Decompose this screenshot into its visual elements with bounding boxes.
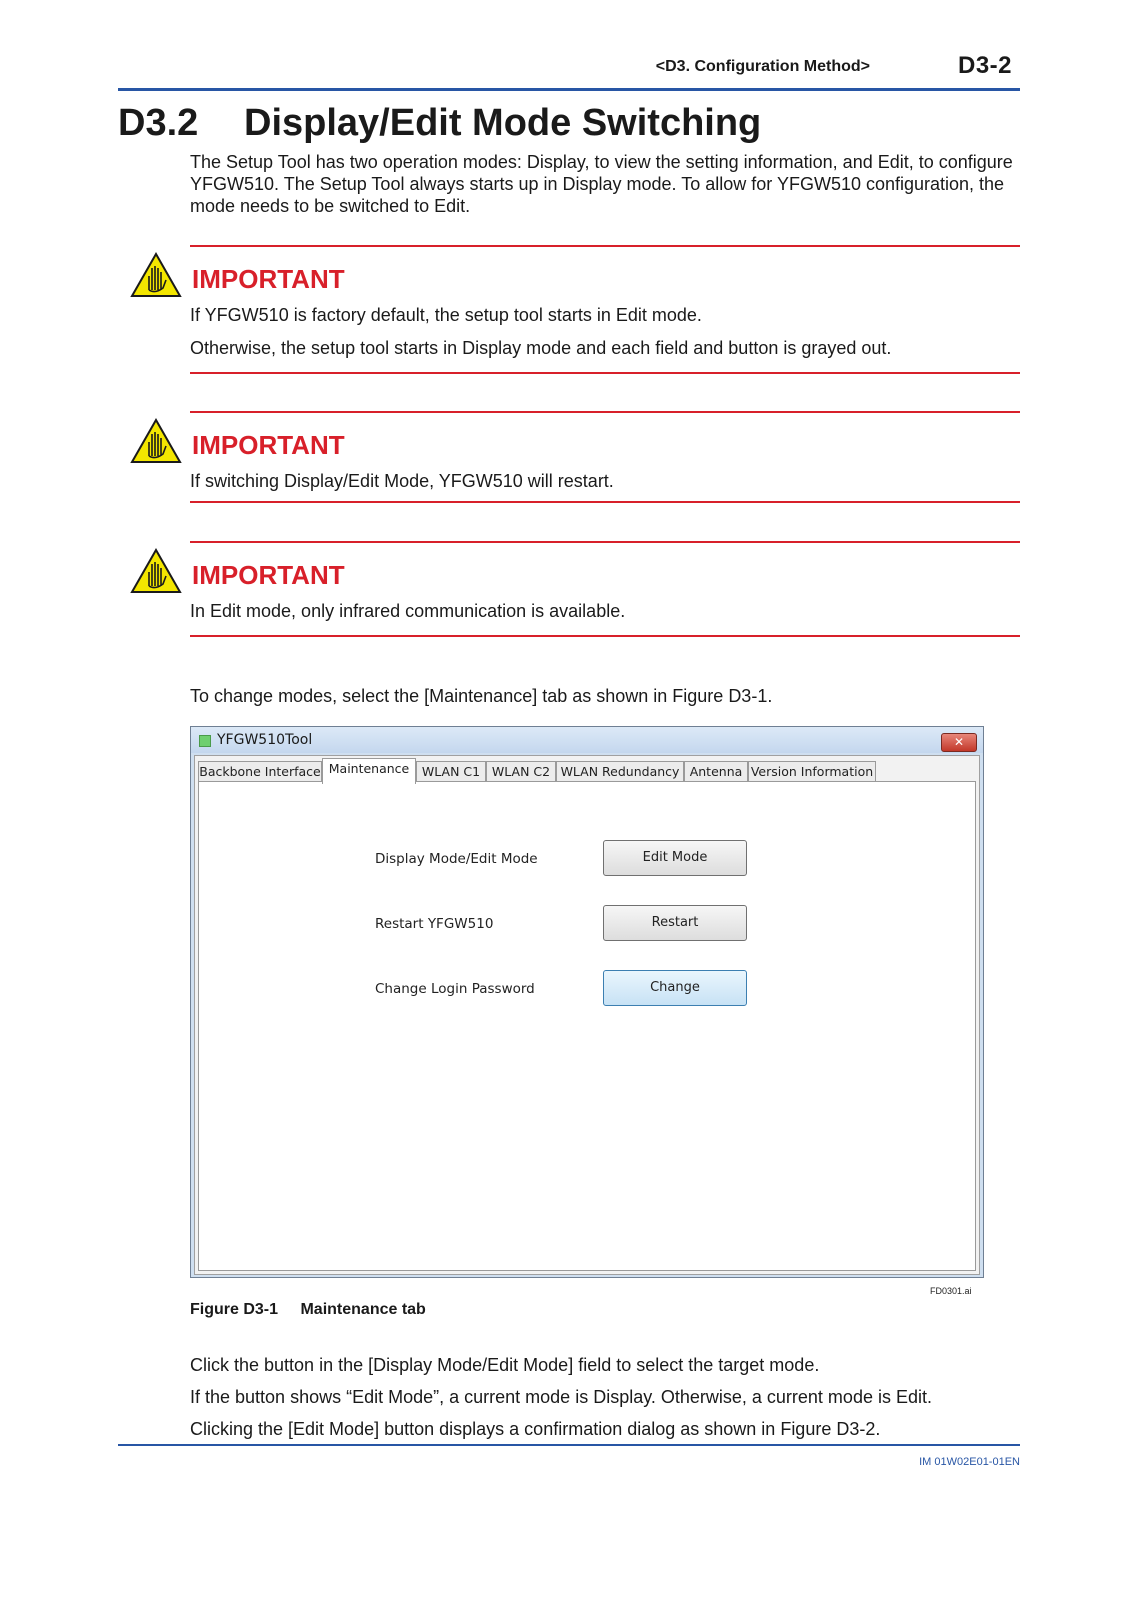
tab-maintenance[interactable]: Maintenance [322, 758, 416, 784]
after-text: Clicking the [Edit Mode] button displays a confirmation dialog as shown in Figure D3-2. [190, 1419, 881, 1439]
maintenance-panel [198, 781, 976, 1271]
important-text: In Edit mode, only infrared communication is available. [190, 601, 626, 621]
edit-mode-button[interactable]: Edit Mode [603, 840, 747, 876]
close-icon[interactable]: ✕ [941, 733, 977, 752]
section-title: Display/Edit Mode Switching [244, 102, 762, 144]
important-heading: IMPORTANT [192, 264, 345, 294]
figure-file-tag: FD0301.ai [930, 1286, 972, 1296]
caution-hand-icon [130, 252, 182, 298]
section-number: D3.2 [118, 102, 199, 144]
important-bottom-rule [190, 372, 1020, 374]
caution-hand-icon [130, 548, 182, 594]
tab-version-information[interactable]: Version Information [748, 761, 876, 782]
header-rule [118, 88, 1020, 91]
important-top-rule [190, 411, 1020, 413]
restart-button[interactable]: Restart [603, 905, 747, 941]
yfgw510tool-window [190, 726, 984, 1278]
important-heading: IMPORTANT [192, 560, 345, 590]
figure-caption [190, 1301, 426, 1319]
important-heading: IMPORTANT [192, 430, 345, 460]
figure-number: Figure D3-1 [190, 1301, 279, 1318]
important-top-rule [190, 245, 1020, 247]
caution-hand-icon [130, 418, 182, 464]
running-header: <D3. Configuration Method> [655, 58, 870, 75]
display-edit-mode-label: Display Mode/Edit Mode [375, 851, 538, 867]
page-number: D3-2 [958, 52, 1013, 79]
tab-wlan-c1[interactable]: WLAN C1 [416, 761, 486, 782]
important-text: Otherwise, the setup tool starts in Display mode and each field and button is grayed out. [190, 338, 892, 358]
footer-rule [118, 1444, 1020, 1446]
tab-backbone-interface[interactable]: Backbone Interface [198, 761, 322, 782]
tab-wlan-redundancy[interactable]: WLAN Redundancy [556, 761, 684, 782]
app-icon [199, 735, 211, 747]
tab-antenna[interactable]: Antenna [684, 761, 748, 782]
important-bottom-rule [190, 501, 1020, 503]
tab-wlan-c2[interactable]: WLAN C2 [486, 761, 556, 782]
important-bottom-rule [190, 635, 1020, 637]
intro-paragraph: The Setup Tool has two operation modes: Display, to view the setting information, and Edit, to configure YFGW510. The Setup Tool always starts up in Display mode. To allow for YFGW510 configuration, the mode needs to be switched to Edit. [190, 152, 1013, 216]
window-client [194, 755, 980, 1275]
lead-in-text: To change modes, select the [Maintenance] tab as shown in Figure D3-1. [190, 686, 773, 706]
important-text: If switching Display/Edit Mode, YFGW510 will restart. [190, 471, 614, 491]
window-title: YFGW510Tool [217, 732, 313, 748]
after-text: If the button shows “Edit Mode”, a current mode is Display. Otherwise, a current mode is Edit. [190, 1387, 932, 1407]
restart-label: Restart YFGW510 [375, 916, 494, 932]
figure-title: Maintenance tab [300, 1301, 426, 1318]
window-titlebar [191, 727, 983, 753]
important-top-rule [190, 541, 1020, 543]
change-password-button[interactable]: Change [603, 970, 747, 1006]
document-id: IM 01W02E01-01EN [919, 1456, 1020, 1468]
change-password-label: Change Login Password [375, 981, 535, 997]
important-text: If YFGW510 is factory default, the setup tool starts in Edit mode. [190, 305, 702, 325]
after-text: Click the button in the [Display Mode/Edit Mode] field to select the target mode. [190, 1355, 820, 1375]
